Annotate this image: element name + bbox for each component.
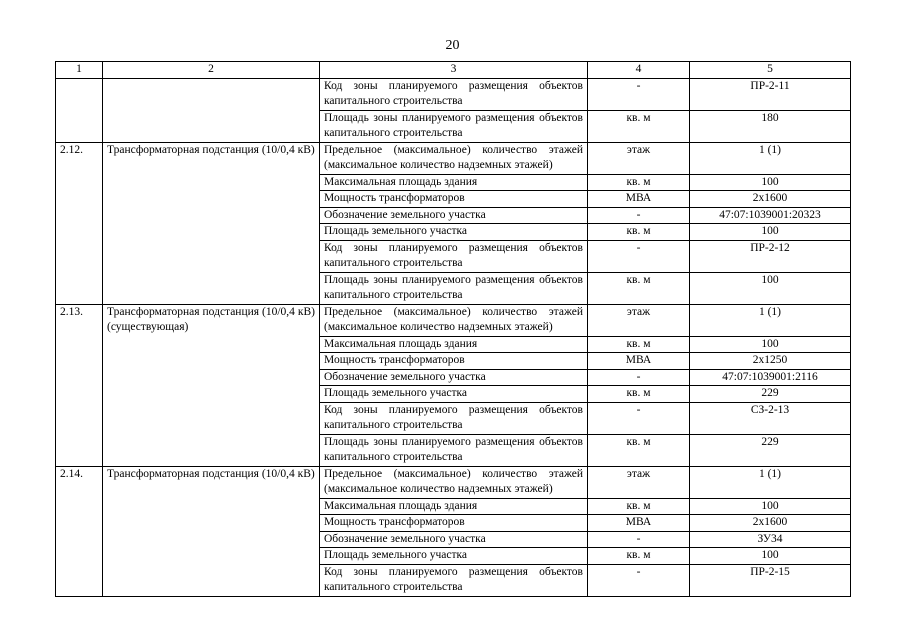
- column-number: 5: [690, 62, 851, 79]
- value: 1 (1): [690, 304, 851, 336]
- item-number: [56, 78, 103, 142]
- parameter-name: Площадь земельного участка: [320, 224, 588, 241]
- unit: МВА: [588, 191, 690, 208]
- unit: -: [588, 240, 690, 272]
- parameter-name: Код зоны планируемого размещения объектов капитального строительства: [320, 564, 588, 596]
- column-number: 2: [103, 62, 320, 79]
- parameter-name: Мощность трансформаторов: [320, 353, 588, 370]
- unit: кв. м: [588, 272, 690, 304]
- parameter-name: Обозначение земельного участка: [320, 531, 588, 548]
- parameter-name: Предельное (максимальное) количество этажей (максимальное количество надземных этажей): [320, 304, 588, 336]
- unit: этаж: [588, 304, 690, 336]
- column-number: 4: [588, 62, 690, 79]
- value: 1 (1): [690, 142, 851, 174]
- value: 100: [690, 224, 851, 241]
- value: 2х1600: [690, 515, 851, 532]
- parameter-name: Площадь зоны планируемого размещения объектов капитального строительства: [320, 272, 588, 304]
- unit: кв. м: [588, 224, 690, 241]
- page-number: 20: [445, 38, 460, 53]
- table-body: [56, 62, 851, 597]
- unit: МВА: [588, 515, 690, 532]
- parameter-name: Мощность трансформаторов: [320, 191, 588, 208]
- parameter-name: Площадь зоны планируемого размещения объектов капитального строительства: [320, 110, 588, 142]
- value: 47:07:1039001:20323: [690, 207, 851, 224]
- table-row: [56, 304, 851, 336]
- parameter-name: Максимальная площадь здания: [320, 498, 588, 515]
- parameters-table: [55, 61, 851, 597]
- unit: -: [588, 564, 690, 596]
- table-row: [56, 78, 851, 110]
- unit: кв. м: [588, 110, 690, 142]
- unit: МВА: [588, 353, 690, 370]
- parameter-name: Площадь земельного участка: [320, 386, 588, 403]
- unit: кв. м: [588, 174, 690, 191]
- unit: кв. м: [588, 498, 690, 515]
- parameter-name: Максимальная площадь здания: [320, 336, 588, 353]
- value: 100: [690, 498, 851, 515]
- value: 100: [690, 272, 851, 304]
- unit: этаж: [588, 142, 690, 174]
- value: 2х1600: [690, 191, 851, 208]
- value: 1 (1): [690, 466, 851, 498]
- facility-name: [103, 78, 320, 142]
- column-number-row: [56, 62, 851, 79]
- value: СЗ-2-13: [690, 402, 851, 434]
- unit: -: [588, 402, 690, 434]
- value: 180: [690, 110, 851, 142]
- parameter-name: Код зоны планируемого размещения объектов капитального строительства: [320, 240, 588, 272]
- value: 100: [690, 548, 851, 565]
- facility-name: Трансформаторная подстанция (10/0,4 кВ) (существующая): [103, 304, 320, 466]
- column-number: 1: [56, 62, 103, 79]
- table-row: [56, 142, 851, 174]
- unit: -: [588, 369, 690, 386]
- parameter-name: Площадь зоны планируемого размещения объектов капитального строительства: [320, 434, 588, 466]
- parameter-name: Обозначение земельного участка: [320, 369, 588, 386]
- parameter-name: Код зоны планируемого размещения объектов капитального строительства: [320, 402, 588, 434]
- parameter-name: Код зоны планируемого размещения объектов капитального строительства: [320, 78, 588, 110]
- unit: этаж: [588, 466, 690, 498]
- unit: кв. м: [588, 336, 690, 353]
- unit: -: [588, 207, 690, 224]
- unit: кв. м: [588, 548, 690, 565]
- parameter-name: Обозначение земельного участка: [320, 207, 588, 224]
- value: ПР-2-15: [690, 564, 851, 596]
- column-number: 3: [320, 62, 588, 79]
- facility-name: Трансформаторная подстанция (10/0,4 кВ): [103, 466, 320, 596]
- item-number: 2.14.: [56, 466, 103, 596]
- parameter-name: Площадь земельного участка: [320, 548, 588, 565]
- unit: кв. м: [588, 386, 690, 403]
- unit: -: [588, 78, 690, 110]
- value: 47:07:1039001:2116: [690, 369, 851, 386]
- value: ЗУ34: [690, 531, 851, 548]
- unit: кв. м: [588, 434, 690, 466]
- value: 100: [690, 336, 851, 353]
- value: 229: [690, 386, 851, 403]
- value: 2х1250: [690, 353, 851, 370]
- unit: -: [588, 531, 690, 548]
- parameter-name: Мощность трансформаторов: [320, 515, 588, 532]
- parameter-name: Предельное (максимальное) количество этажей (максимальное количество надземных этажей): [320, 466, 588, 498]
- value: 229: [690, 434, 851, 466]
- parameter-name: Максимальная площадь здания: [320, 174, 588, 191]
- value: ПР-2-12: [690, 240, 851, 272]
- value: 100: [690, 174, 851, 191]
- table-row: [56, 466, 851, 498]
- facility-name: Трансформаторная подстанция (10/0,4 кВ): [103, 142, 320, 304]
- item-number: 2.13.: [56, 304, 103, 466]
- item-number: 2.12.: [56, 142, 103, 304]
- value: ПР-2-11: [690, 78, 851, 110]
- parameter-name: Предельное (максимальное) количество этажей (максимальное количество надземных этажей): [320, 142, 588, 174]
